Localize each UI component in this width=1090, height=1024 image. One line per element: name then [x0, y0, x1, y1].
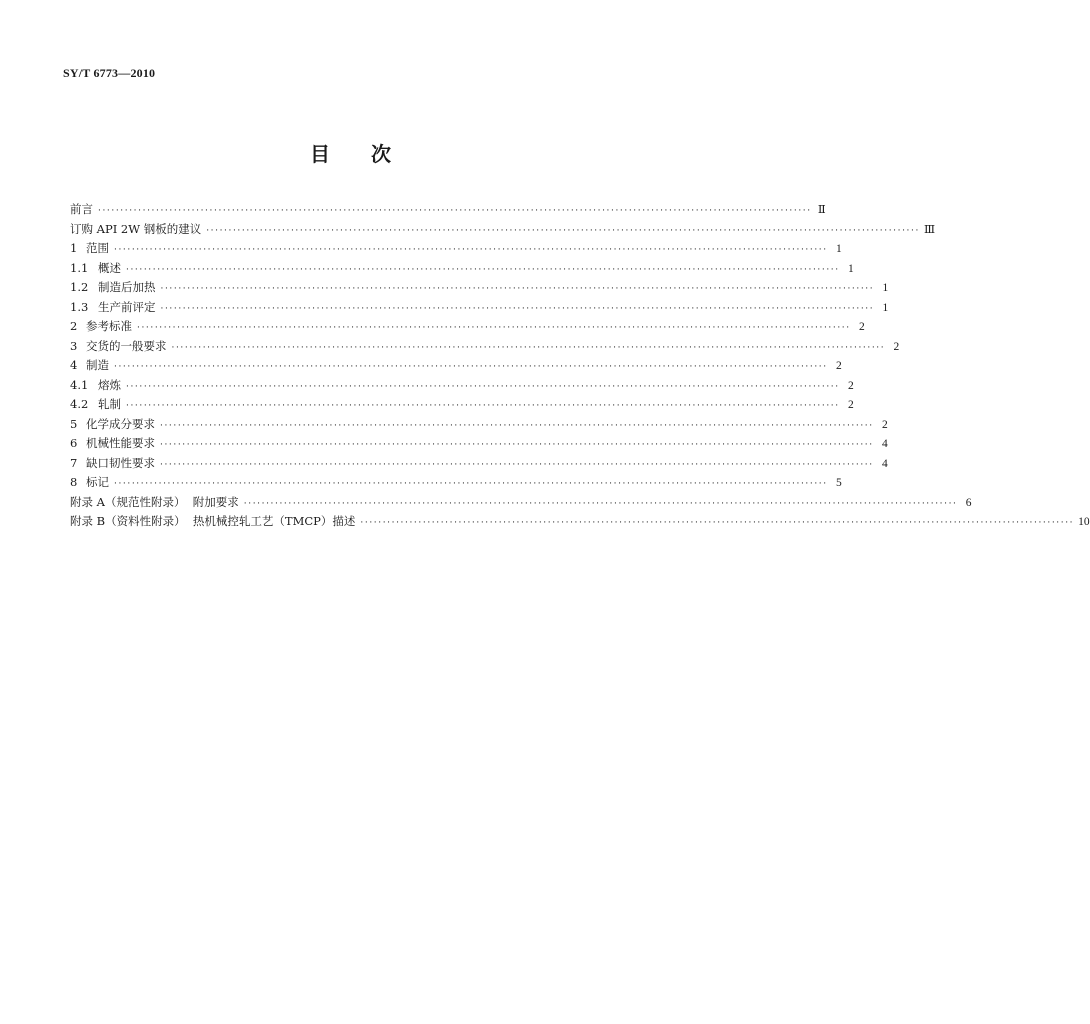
toc-entry[interactable]	[70, 259, 854, 279]
toc-list	[70, 200, 1090, 532]
toc-entry-page: 2	[847, 379, 854, 392]
toc-dot-leader: ································································································································································	[160, 284, 875, 294]
toc-dot-leader: ································································································································································	[160, 420, 874, 431]
toc-dot-leader: ································································································································································	[126, 264, 840, 275]
toc-entry-label: 化学成分要求	[86, 416, 155, 431]
document-code: SY/T 6773—2010	[63, 66, 156, 80]
toc-entry-number: 5	[70, 416, 78, 431]
toc-entry[interactable]	[70, 473, 842, 493]
toc-entry[interactable]	[70, 434, 888, 454]
toc-entry[interactable]	[70, 512, 1090, 532]
toc-entry-page: 2	[881, 418, 888, 431]
toc-dot-leader: ································································································································································	[126, 381, 840, 392]
toc-entry[interactable]	[70, 395, 854, 415]
toc-entry-label: 机械性能要求	[86, 436, 155, 450]
toc-entry-label: 参考标准	[86, 319, 132, 333]
toc-entry-label: 制造后加热	[98, 280, 156, 294]
toc-entry[interactable]	[70, 200, 826, 220]
page-title: 目 次	[310, 142, 391, 166]
toc-entry-number: 4	[70, 358, 78, 372]
toc-dot-leader: ································································································································································	[160, 459, 874, 470]
toc-entry[interactable]	[70, 337, 900, 357]
toc-entry-page: 4	[881, 438, 888, 450]
toc-entry-label: 轧制	[98, 397, 121, 411]
toc-entry-page: 1	[882, 301, 889, 314]
toc-entry[interactable]	[70, 415, 888, 435]
toc-dot-leader: ································································································································································	[160, 303, 875, 314]
toc-entry[interactable]	[70, 454, 888, 474]
toc-entry-label: 熔炼	[98, 377, 121, 392]
toc-entry-page: Ⅱ	[817, 204, 826, 216]
toc-entry-label: 交货的一般要求	[86, 338, 167, 353]
toc-entry-label: 附录 B（资料性附录） 热机械控轧工艺（TMCP）描述	[70, 514, 356, 528]
toc-entry-label: 前言	[70, 202, 93, 216]
toc-entry-page: 4	[881, 457, 888, 470]
toc-entry-page: 2	[858, 321, 865, 333]
toc-entry-page: 2	[893, 340, 900, 353]
toc-dot-leader: ································································································································································	[114, 479, 828, 489]
toc-entry-number: 1	[70, 241, 78, 255]
toc-entry-number: 4.2	[70, 397, 89, 411]
toc-dot-leader: ································································································································································	[206, 225, 920, 236]
toc-entry-page: 1	[847, 262, 854, 275]
toc-entry-page: 6	[965, 496, 972, 509]
toc-dot-leader: ································································································································································	[243, 498, 958, 509]
toc-entry-number: 2	[70, 319, 78, 333]
toc-entry[interactable]	[70, 493, 972, 513]
toc-entry-page: 10	[1078, 516, 1090, 528]
toc-entry-page: 2	[835, 360, 842, 372]
toc-entry-label: 标记	[86, 475, 109, 489]
toc-entry[interactable]	[70, 317, 865, 337]
toc-entry[interactable]	[70, 298, 889, 318]
toc-entry-number: 4.1	[70, 377, 89, 392]
toc-dot-leader: ································································································································································	[160, 440, 874, 450]
toc-entry-label: 概述	[98, 260, 121, 275]
toc-entry-page: 2	[847, 399, 854, 411]
toc-entry[interactable]	[70, 376, 854, 396]
toc-dot-leader: ································································································································································	[114, 362, 828, 372]
toc-entry-label: 范围	[86, 241, 109, 255]
toc-entry-number: 3	[70, 338, 78, 353]
toc-entry[interactable]	[70, 278, 889, 298]
toc-dot-leader: ································································································································································	[98, 206, 812, 216]
toc-dot-leader: ································································································································································	[360, 518, 1075, 528]
toc-dot-leader: ································································································································································	[137, 323, 851, 333]
toc-entry-label: 订购 API 2W 钢板的建议	[70, 221, 202, 236]
toc-entry-page: Ⅲ	[923, 223, 936, 236]
toc-entry-page: 1	[835, 243, 842, 255]
toc-entry-number: 8	[70, 475, 78, 489]
toc-entry-label: 生产前评定	[98, 299, 156, 314]
toc-dot-leader: ································································································································································	[126, 401, 840, 411]
toc-entry-number: 6	[70, 436, 78, 450]
toc-entry[interactable]	[70, 220, 936, 240]
toc-entry-number: 1.1	[70, 260, 89, 275]
toc-dot-leader: ································································································································································	[171, 342, 886, 353]
toc-entry[interactable]	[70, 356, 842, 376]
toc-dot-leader: ································································································································································	[114, 245, 828, 255]
toc-entry-page: 5	[835, 477, 842, 489]
toc-entry-label: 制造	[86, 358, 109, 372]
toc-entry-number: 1.2	[70, 280, 89, 294]
toc-entry-page: 1	[882, 282, 889, 294]
toc-entry-number: 7	[70, 455, 78, 470]
toc-entry-label: 附录 A（规范性附录） 附加要求	[70, 494, 239, 509]
toc-entry[interactable]	[70, 239, 842, 259]
toc-entry-number: 1.3	[70, 299, 89, 314]
toc-entry-label: 缺口韧性要求	[86, 455, 155, 470]
